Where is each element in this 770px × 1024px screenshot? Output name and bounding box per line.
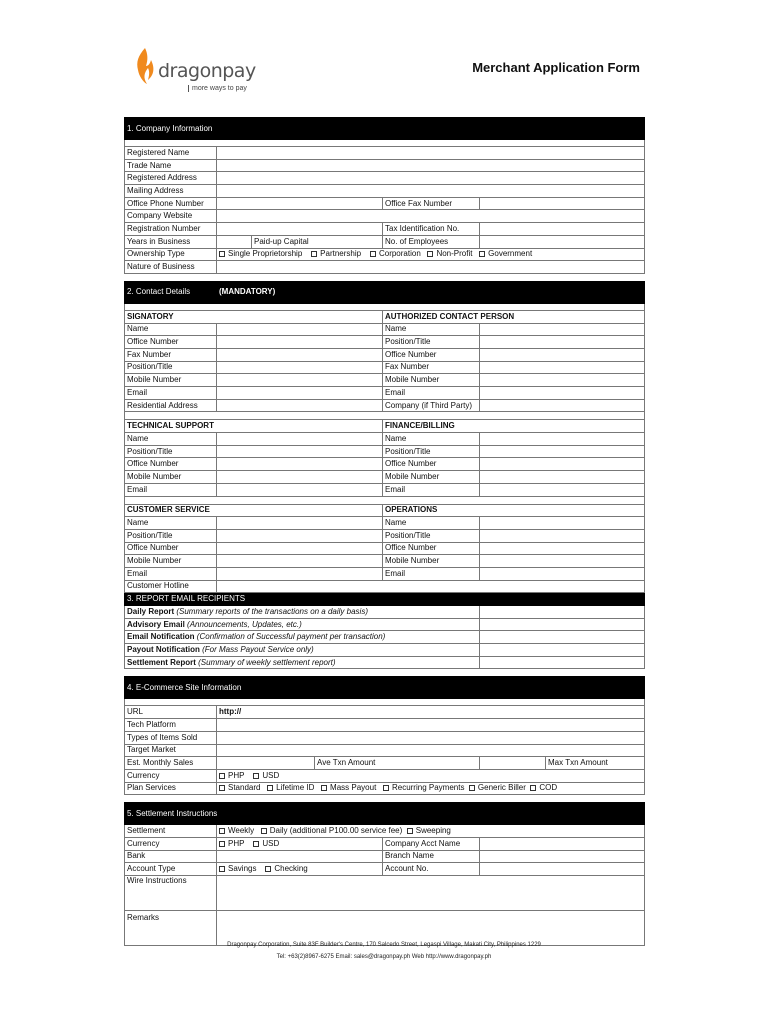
label-reg-no: Registration Number bbox=[125, 223, 217, 236]
merchant-form-table bbox=[124, 117, 645, 946]
input-cell[interactable] bbox=[217, 374, 383, 387]
input-cell[interactable] bbox=[480, 631, 645, 644]
dragonpay-logo bbox=[134, 44, 264, 98]
input-cell[interactable] bbox=[217, 361, 383, 374]
checkbox[interactable] bbox=[383, 785, 389, 791]
field-label: Email bbox=[125, 567, 217, 580]
checkbox[interactable] bbox=[407, 828, 413, 834]
trade-name-field[interactable] bbox=[217, 159, 645, 172]
label-currency: Currency bbox=[125, 837, 217, 850]
section-4-header: 4. E-Commerce Site Information bbox=[125, 677, 645, 699]
checkbox[interactable] bbox=[530, 785, 536, 791]
label-mailing-address: Mailing Address bbox=[125, 185, 217, 198]
registered-address-field[interactable] bbox=[217, 172, 645, 185]
field-label: Fax Number bbox=[383, 361, 480, 374]
input-cell[interactable] bbox=[217, 719, 645, 732]
label-registered-name: Registered Name bbox=[125, 147, 217, 160]
nature-field[interactable] bbox=[217, 261, 645, 274]
input-cell[interactable] bbox=[217, 336, 383, 349]
mandatory-label: (MANDATORY) bbox=[217, 281, 645, 303]
currency-options: PHP USD bbox=[217, 769, 645, 782]
page-title: Merchant Application Form bbox=[472, 60, 640, 75]
field-label: Position/Title bbox=[383, 445, 480, 458]
section-3-header: 3. REPORT EMAIL RECIPIENTS bbox=[125, 593, 645, 606]
field-label: Residential Address bbox=[125, 399, 217, 412]
input-cell[interactable] bbox=[480, 374, 645, 387]
office-phone-field[interactable] bbox=[217, 197, 383, 210]
report-label: Daily Report (Summary reports of the transactions on a daily basis) bbox=[125, 606, 480, 619]
settlement-options: Weekly Daily (additional P100.00 service fee) Sweeping bbox=[217, 825, 645, 838]
label-acct-type: Account Type bbox=[125, 863, 217, 876]
report-label: Settlement Report (Summary of weekly settlement report) bbox=[125, 656, 480, 669]
label-trade-name: Trade Name bbox=[125, 159, 217, 172]
label-branch: Branch Name bbox=[383, 850, 480, 863]
finance-heading: FINANCE/BILLING bbox=[383, 420, 645, 433]
field-label: Name bbox=[383, 517, 480, 530]
label-max-txn: Max Txn Amount bbox=[546, 757, 645, 770]
label-employees: No. of Employees bbox=[383, 235, 480, 248]
field-label: Customer Hotline bbox=[125, 580, 217, 593]
input-cell[interactable] bbox=[217, 580, 645, 593]
field-label: Position/Title bbox=[383, 529, 480, 542]
input-cell[interactable] bbox=[480, 445, 645, 458]
reg-no-field[interactable] bbox=[217, 223, 383, 236]
input-cell[interactable] bbox=[217, 458, 383, 471]
checkbox[interactable] bbox=[219, 251, 225, 257]
label-registered-address: Registered Address bbox=[125, 172, 217, 185]
input-cell[interactable] bbox=[217, 471, 383, 484]
checkbox[interactable] bbox=[253, 773, 259, 779]
input-cell[interactable] bbox=[217, 399, 383, 412]
authorized-heading: AUTHORIZED CONTACT PERSON bbox=[383, 310, 645, 323]
input-cell[interactable] bbox=[217, 757, 315, 770]
checkbox[interactable] bbox=[311, 251, 317, 257]
label-office-fax: Office Fax Number bbox=[383, 197, 480, 210]
ops-heading: OPERATIONS bbox=[383, 504, 645, 517]
label-tin: Tax Identification No. bbox=[383, 223, 480, 236]
label-tech-platform: Tech Platform bbox=[125, 719, 217, 732]
input-cell[interactable] bbox=[217, 542, 383, 555]
field-label: Office Number bbox=[383, 542, 480, 555]
label-settlement: Settlement bbox=[125, 825, 217, 838]
section-5-header: 5. Settlement Instructions bbox=[125, 803, 645, 825]
field-label: Email bbox=[125, 387, 217, 400]
input-cell[interactable] bbox=[217, 567, 383, 580]
input-cell[interactable] bbox=[217, 850, 383, 863]
label-types: Types of Items Sold bbox=[125, 731, 217, 744]
input-cell[interactable] bbox=[217, 387, 383, 400]
input-cell[interactable] bbox=[480, 399, 645, 412]
input-cell[interactable] bbox=[480, 387, 645, 400]
input-cell[interactable] bbox=[480, 336, 645, 349]
flame-icon bbox=[134, 48, 156, 84]
input-cell[interactable] bbox=[217, 483, 383, 496]
field-label: Email bbox=[383, 567, 480, 580]
label-acct-no: Account No. bbox=[383, 863, 480, 876]
checkbox[interactable] bbox=[219, 828, 225, 834]
label-bank: Bank bbox=[125, 850, 217, 863]
currency-options: PHP USD bbox=[217, 837, 383, 850]
input-cell[interactable] bbox=[480, 529, 645, 542]
checkbox[interactable] bbox=[321, 785, 327, 791]
url-field[interactable]: http:// bbox=[217, 706, 645, 719]
field-label: Name bbox=[383, 433, 480, 446]
input-cell[interactable] bbox=[217, 529, 383, 542]
tech-heading: TECHNICAL SUPPORT bbox=[125, 420, 383, 433]
input-cell[interactable] bbox=[217, 445, 383, 458]
input-cell[interactable] bbox=[480, 542, 645, 555]
checkbox[interactable] bbox=[219, 785, 225, 791]
label-currency: Currency bbox=[125, 769, 217, 782]
field-label: Mobile Number bbox=[383, 471, 480, 484]
tin-field[interactable] bbox=[480, 223, 645, 236]
field-label: Mobile Number bbox=[383, 374, 480, 387]
field-label: Office Number bbox=[125, 458, 217, 471]
input-cell[interactable] bbox=[480, 618, 645, 631]
field-label: Position/Title bbox=[383, 336, 480, 349]
signatory-heading: SIGNATORY bbox=[125, 310, 383, 323]
logo-tagline: more ways to pay bbox=[188, 85, 247, 92]
checkbox[interactable] bbox=[469, 785, 475, 791]
input-cell[interactable] bbox=[217, 744, 645, 757]
field-label: Email bbox=[383, 387, 480, 400]
input-cell[interactable] bbox=[480, 567, 645, 580]
field-label: Mobile Number bbox=[125, 555, 217, 568]
logo-wordmark: dragonpay bbox=[158, 60, 256, 82]
years-field[interactable] bbox=[217, 235, 252, 248]
field-label: Email bbox=[383, 483, 480, 496]
remarks-field[interactable] bbox=[217, 911, 645, 946]
input-cell[interactable] bbox=[480, 323, 645, 336]
field-label: Name bbox=[125, 433, 217, 446]
input-cell[interactable] bbox=[480, 471, 645, 484]
footer-address: Dragonpay Corporation, Suite 83F Builder's Centre, 170 Salcedo Street, Legaspi Village, Makati City, Philippines 1229 bbox=[227, 942, 541, 948]
input-cell[interactable] bbox=[480, 433, 645, 446]
field-label: Fax Number bbox=[125, 348, 217, 361]
field-label: Office Number bbox=[383, 348, 480, 361]
checkbox[interactable] bbox=[265, 866, 271, 872]
label-wire: Wire Instructions bbox=[125, 876, 217, 911]
label-monthly-sales: Est. Monthly Sales bbox=[125, 757, 217, 770]
input-cell[interactable] bbox=[217, 555, 383, 568]
wire-field[interactable] bbox=[217, 876, 645, 911]
label-url: URL bbox=[125, 706, 217, 719]
input-cell[interactable] bbox=[480, 458, 645, 471]
label-remarks: Remarks bbox=[125, 911, 217, 946]
report-label: Email Notification (Confirmation of Successful payment per transaction) bbox=[125, 631, 480, 644]
field-label: Mobile Number bbox=[125, 471, 217, 484]
office-fax-field[interactable] bbox=[480, 197, 645, 210]
input-cell[interactable] bbox=[480, 361, 645, 374]
ownership-options: Single Proprietorship Partnership Corporation Non-Profit Government bbox=[217, 248, 645, 261]
input-cell[interactable] bbox=[480, 348, 645, 361]
employees-field[interactable] bbox=[480, 235, 645, 248]
mailing-address-field[interactable] bbox=[217, 185, 645, 198]
checkbox[interactable] bbox=[253, 841, 259, 847]
label-plan: Plan Services bbox=[125, 782, 217, 795]
website-field[interactable] bbox=[217, 210, 645, 223]
label-office-phone: Office Phone Number bbox=[125, 197, 217, 210]
field-label: Position/Title bbox=[125, 445, 217, 458]
input-cell[interactable] bbox=[480, 555, 645, 568]
checkbox[interactable] bbox=[219, 866, 225, 872]
field-label: Email bbox=[125, 483, 217, 496]
input-cell[interactable] bbox=[217, 517, 383, 530]
checkbox[interactable] bbox=[219, 841, 225, 847]
input-cell[interactable] bbox=[480, 517, 645, 530]
field-label: Name bbox=[383, 323, 480, 336]
input-cell[interactable] bbox=[480, 483, 645, 496]
input-cell[interactable] bbox=[480, 850, 645, 863]
checkbox[interactable] bbox=[427, 251, 433, 257]
field-label: Office Number bbox=[383, 458, 480, 471]
checkbox[interactable] bbox=[261, 828, 267, 834]
input-cell[interactable] bbox=[217, 731, 645, 744]
acct-type-options: Savings Checking bbox=[217, 863, 383, 876]
registered-name-field[interactable] bbox=[217, 147, 645, 160]
plan-options: Standard Lifetime ID Mass Payout Recurring Payments Generic Biller COD bbox=[217, 782, 645, 795]
report-label: Payout Notification (For Mass Payout Service only) bbox=[125, 644, 480, 657]
field-label: Name bbox=[125, 323, 217, 336]
label-target: Target Market bbox=[125, 744, 217, 757]
label-ownership: Ownership Type bbox=[125, 248, 217, 261]
field-label: Name bbox=[125, 517, 217, 530]
label-ave-txn: Ave Txn Amount bbox=[315, 757, 480, 770]
input-cell[interactable] bbox=[480, 863, 645, 876]
checkbox[interactable] bbox=[479, 251, 485, 257]
input-cell[interactable] bbox=[480, 656, 645, 669]
label-acct-name: Company Acct Name bbox=[383, 837, 480, 850]
input-cell[interactable] bbox=[480, 644, 645, 657]
label-nature: Nature of Business bbox=[125, 261, 217, 274]
field-label: Mobile Number bbox=[125, 374, 217, 387]
input-cell[interactable] bbox=[480, 606, 645, 619]
checkbox[interactable] bbox=[370, 251, 376, 257]
label-years: Years in Business bbox=[125, 235, 217, 248]
footer-contact: Tel: +63(2)8967-6275 Email: sales@dragonpay.ph Web http://www.dragonpay.ph bbox=[276, 954, 492, 960]
field-label: Company (if Third Party) bbox=[383, 399, 480, 412]
field-label: Position/Title bbox=[125, 361, 217, 374]
input-cell[interactable] bbox=[217, 323, 383, 336]
label-paidup: Paid-up Capital bbox=[252, 235, 383, 248]
input-cell[interactable] bbox=[217, 433, 383, 446]
field-label: Mobile Number bbox=[383, 555, 480, 568]
field-label: Office Number bbox=[125, 542, 217, 555]
field-label: Office Number bbox=[125, 336, 217, 349]
cs-heading: CUSTOMER SERVICE bbox=[125, 504, 383, 517]
input-cell[interactable] bbox=[480, 757, 546, 770]
section-1-header: 1. Company Information bbox=[125, 118, 645, 140]
input-cell[interactable] bbox=[480, 837, 645, 850]
label-website: Company Website bbox=[125, 210, 217, 223]
section-2-header: 2. Contact Details bbox=[125, 281, 217, 303]
checkbox[interactable] bbox=[219, 773, 225, 779]
checkbox[interactable] bbox=[267, 785, 273, 791]
field-label: Position/Title bbox=[125, 529, 217, 542]
input-cell[interactable] bbox=[217, 348, 383, 361]
report-label: Advisory Email (Announcements, Updates, etc.) bbox=[125, 618, 480, 631]
